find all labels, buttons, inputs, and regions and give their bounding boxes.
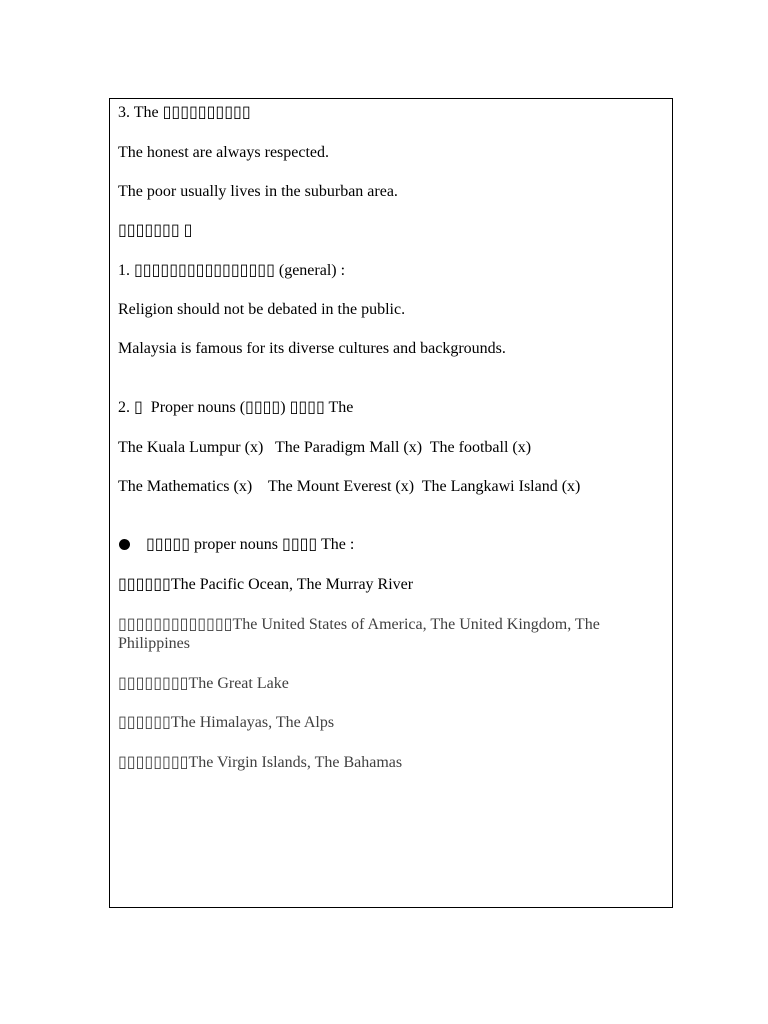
example-sentence-poor: The poor usually lives in the suburban area. xyxy=(118,183,398,200)
example-sentence-malaysia: Malaysia is famous for its diverse cultures and backgrounds. xyxy=(118,340,506,357)
subheading: ▯▯▯▯▯▯▯ ▯ xyxy=(118,222,193,239)
content-box xyxy=(109,98,673,908)
exception-lakes: ▯▯▯▯▯▯▯▯The Great Lake xyxy=(118,675,289,692)
section-3-heading: 3. The ▯▯▯▯▯▯▯▯▯▯ xyxy=(118,104,251,121)
rule-1-general: 1. ▯▯▯▯▯▯▯▯▯▯▯▯▯▯▯▯ (general) : xyxy=(118,262,346,279)
exception-island-groups: ▯▯▯▯▯▯▯▯The Virgin Islands, The Bahamas xyxy=(118,754,403,771)
wrong-examples-row-2: The Mathematics (x) The Mount Everest (x) The Langkawi Island (x) xyxy=(118,478,581,495)
example-sentence-honest: The honest are always respected. xyxy=(118,144,330,161)
wrong-examples-row-1: The Kuala Lumpur (x) The Paradigm Mall (x) The football (x) xyxy=(118,439,532,456)
bullet-icon xyxy=(119,539,130,550)
example-sentence-religion: Religion should not be debated in the public. xyxy=(118,301,406,318)
exception-mountain-ranges: ▯▯▯▯▯▯The Himalayas, The Alps xyxy=(118,714,335,731)
exception-countries: ▯▯▯▯▯▯▯▯▯▯▯▯▯The United States of America, The United Kingdom, The Philippines xyxy=(118,616,600,652)
rule-2-proper-nouns: 2. ▯ Proper nouns (▯▯▯▯) ▯▯▯▯ The xyxy=(118,399,354,416)
exception-oceans-rivers: ▯▯▯▯▯▯The Pacific Ocean, The Murray River xyxy=(118,576,414,593)
exception-heading: ▯▯▯▯▯ proper nouns ▯▯▯▯ The : xyxy=(146,536,355,553)
